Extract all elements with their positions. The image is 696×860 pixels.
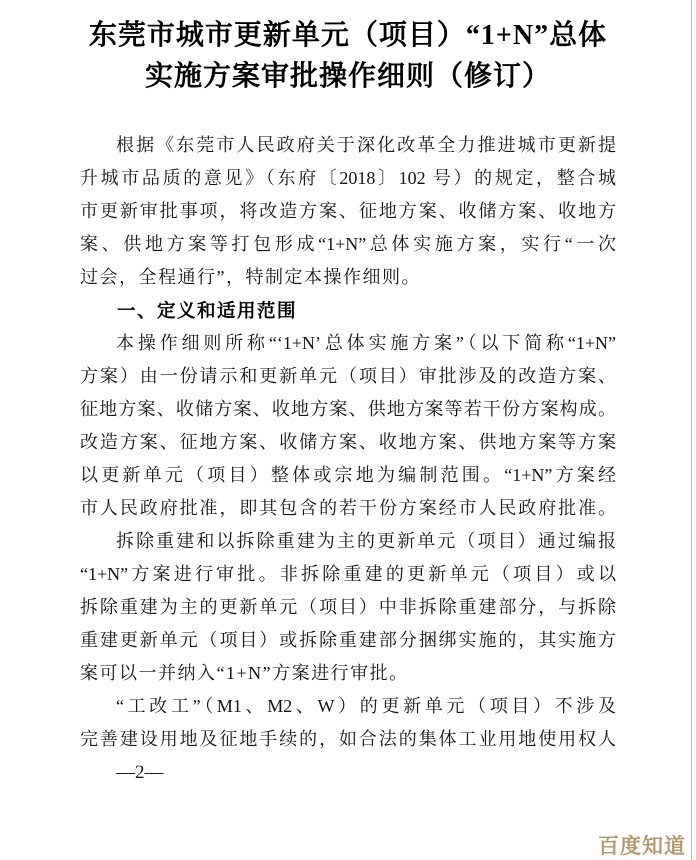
- text-line: “1+N”方案进行审批。非拆除重建的更新单元（项目）或以: [80, 564, 616, 584]
- text-line: 方案）由一份请示和更新单元（项目）审批涉及的改造方案、: [80, 366, 616, 386]
- text-line: 市人民政府批准，即其包含的若干份方案经市人民政府批准。: [80, 498, 616, 518]
- baidu-zhidao-watermark: 百度知道: [598, 835, 686, 858]
- text-line: 升城市品质的意见》（东府〔2018〕102 号）的规定，整合城: [80, 168, 616, 188]
- document-body: [80, 129, 616, 756]
- definition-paragraph: [80, 327, 616, 525]
- text-line: 案、供地方案等打包形成“1+N”总体实施方案，实行“一次: [80, 234, 616, 254]
- section-1-heading: 一、定义和适用范围: [117, 300, 298, 321]
- text-line: 改造方案、征地方案、收储方案、收地方案、供地方案等方案: [80, 432, 616, 452]
- text-line: 完善建设用地及征地手续的，如合法的集体工业用地使用权人: [80, 729, 616, 749]
- text-line: 以更新单元（项目）整体或宗地为编制范围。“1+N”方案经: [80, 465, 616, 485]
- text-line: 案可以一并纳入“1+N”方案进行审批。: [80, 663, 409, 683]
- page-number: —2—: [116, 762, 164, 783]
- intro-paragraph: [80, 129, 616, 294]
- text-line: 重建更新单元（项目）或拆除重建部分捆绑实施的，其实施方: [80, 630, 616, 650]
- page-right-edge-line: [691, 0, 692, 860]
- title-line-2: 实施方案审批操作细则（修订）: [144, 61, 551, 92]
- text-line: 拆除重建和以拆除重建为主的更新单元（项目）通过编报: [116, 531, 616, 551]
- title-line-1: 东莞市城市更新单元（项目）“1+N”总体: [88, 20, 608, 51]
- industrial-upgrade-paragraph: [80, 690, 616, 756]
- text-line: 根据《东莞市人民政府关于深化改革全力推进城市更新提: [116, 135, 616, 155]
- text-line: 征地方案、收储方案、收地方案、供地方案等若干份方案构成。: [80, 399, 616, 419]
- text-line: “工改工”（M1、M2、W）的更新单元（项目）不涉及: [116, 696, 616, 716]
- page-title: [80, 0, 616, 97]
- text-line: 拆除重建为主的更新单元（项目）中非拆除重建部分，与拆除: [80, 597, 616, 617]
- text-line: 市更新审批事项，将改造方案、征地方案、收储方案、收地方: [80, 201, 616, 221]
- demolition-rebuild-paragraph: [80, 525, 616, 690]
- text-line: 本操作细则所称“‘1+N’总体实施方案”（以下简称“1+N”: [116, 333, 616, 353]
- text-line: 过会，全程通行”，特制定本操作细则。: [80, 267, 421, 287]
